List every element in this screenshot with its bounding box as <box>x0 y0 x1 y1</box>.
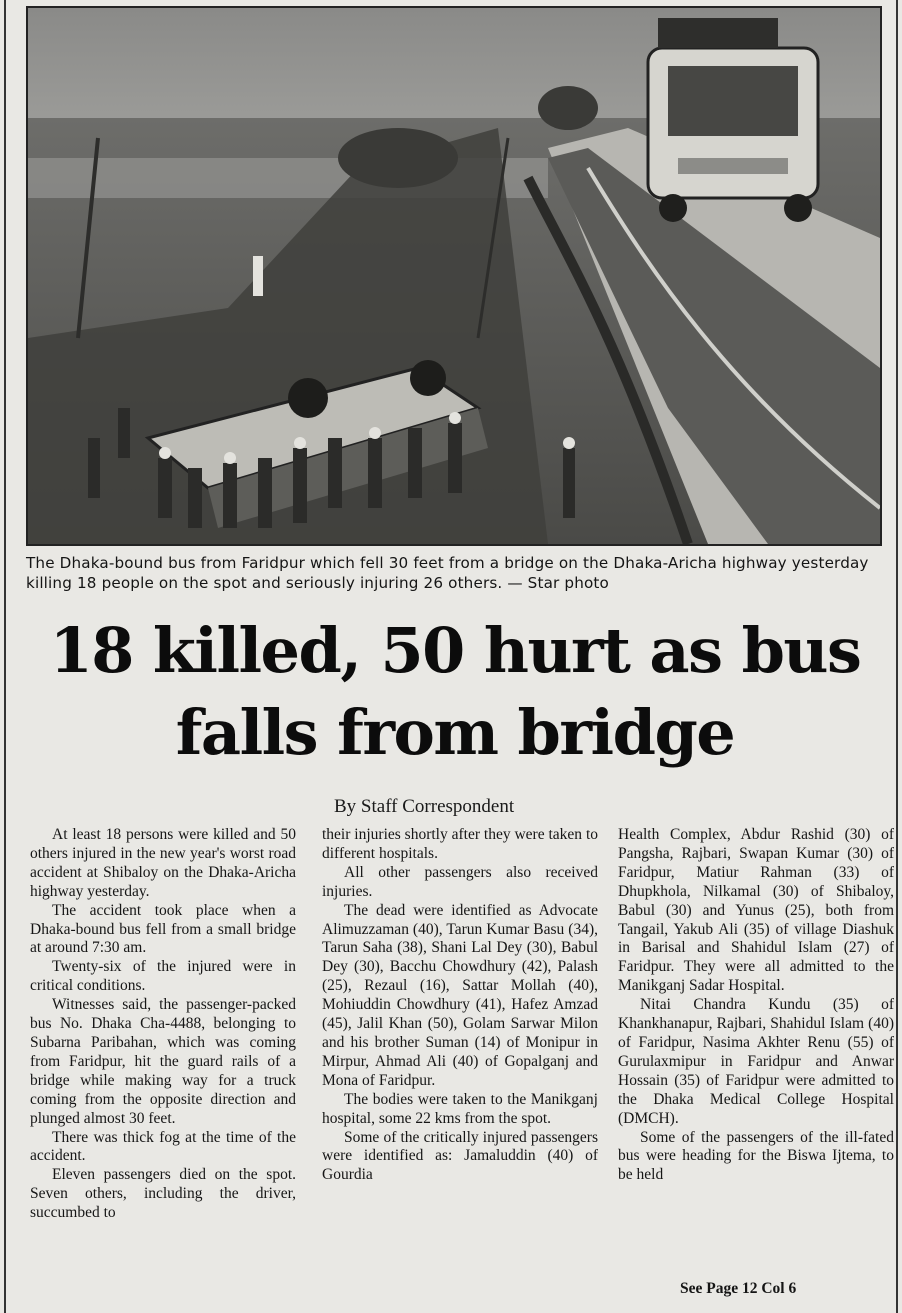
page-edge-rule-right <box>896 0 898 1313</box>
paragraph: At least 18 persons were killed and 50 others injured in the new year's worst road accident at Shibaloy on the Dhaka-Aricha highway yesterday. <box>30 826 296 900</box>
continued-on-page-line: See Page 12 Col 6 <box>680 1280 797 1297</box>
paragraph: There was thick fog at the time of the accident. <box>30 1128 296 1165</box>
paragraph: Twenty-six of the injured were in critical conditions. <box>30 958 296 995</box>
headline-line-2: falls from bridge <box>175 696 735 769</box>
paragraph: Health Complex, Abdur Rashid (30) of Pangsha, Rajbari, Swapan Kumar (30) of Faridpur, Matiur Rahman (33) of Dhupkhola, Nilkamal (30) of Shibaloy, Babul (30) and Yunus (25), both from Tangail, Yakub Ali (35) of village Diashuk in Barisal and Shahidul Islam (27) of Faridpur. They were all admitted to the Manikganj Sadar Hospital. <box>618 826 894 995</box>
paragraph: The accident took place when a Dhaka-bound bus fell from a small bridge at around 7:30 am. <box>30 901 296 957</box>
paragraph: All other passengers also received injuries. <box>322 863 598 900</box>
photo-illustration <box>28 8 880 544</box>
news-photo <box>26 6 882 546</box>
paragraph: Some of the passengers of the ill-fated bus were heading for the Biswa Ijtema, to be held <box>618 1128 894 1184</box>
headline <box>20 610 890 774</box>
paragraph: The bodies were taken to the Manikganj hospital, some 22 kms from the spot. <box>322 1090 598 1127</box>
paragraph: Nitai Chandra Kundu (35) of Khankhanapur, Rajbari, Shahidul Islam (40) of Faridpur, Nasima Akhter Renu (55) of Gurulaxmipur in Faridpur and Anwar Hossain (35) of Faridpur were admitted to the Dhaka Medical College Hospital (DMCH). <box>618 996 894 1127</box>
article-column-3 <box>618 826 894 1276</box>
paragraph: Some of the critically injured passengers were identified as: Jamaluddin (40) of Gourdia <box>322 1128 598 1184</box>
headline-line-1: 18 killed, 50 hurt as bus <box>49 614 861 687</box>
article-column-1 <box>30 826 296 1296</box>
article-column-2 <box>322 826 598 1296</box>
paragraph: their injuries shortly after they were taken to different hospitals. <box>322 826 598 862</box>
page-edge-rule-left <box>4 0 6 1313</box>
byline: By Staff Correspondent <box>334 796 515 817</box>
photo-caption: The Dhaka-bound bus from Faridpur which fell 30 feet from a bridge on the Dhaka-Aricha highway yesterday killing 18 people on the spot and seriously injuring 26 others. — Star photo <box>26 554 869 592</box>
paragraph: The dead were identified as Advocate Alimuzzaman (40), Tarun Kumar Basu (34), Tarun Saha (38), Shani Lal Dey (30), Babul Dey (30), Bacchu Chowdhury (42), Palash (25), Rezaul (16), Sattar Mollah (40), Mohiuddin Chowdhury (41), Hafez Amzad (45), Jalil Khan (50), Golam Sarwar Milon and his brother Suman (14) of Monipur in Mirpur, Ahmad Ali (40) of Gopalganj and Mona of Faridpur. <box>322 901 598 1089</box>
paragraph: Eleven passengers died on the spot. Seven others, including the driver, succumbed to <box>30 1166 296 1222</box>
paragraph: Witnesses said, the passenger-packed bus No. Dhaka Cha-4488, belonging to Subarna Paribahan, which was coming from Faridpur, hit the guard rails of a bridge while making way for a truck coming from the opposite direction and plunged almost 30 feet. <box>30 996 296 1127</box>
